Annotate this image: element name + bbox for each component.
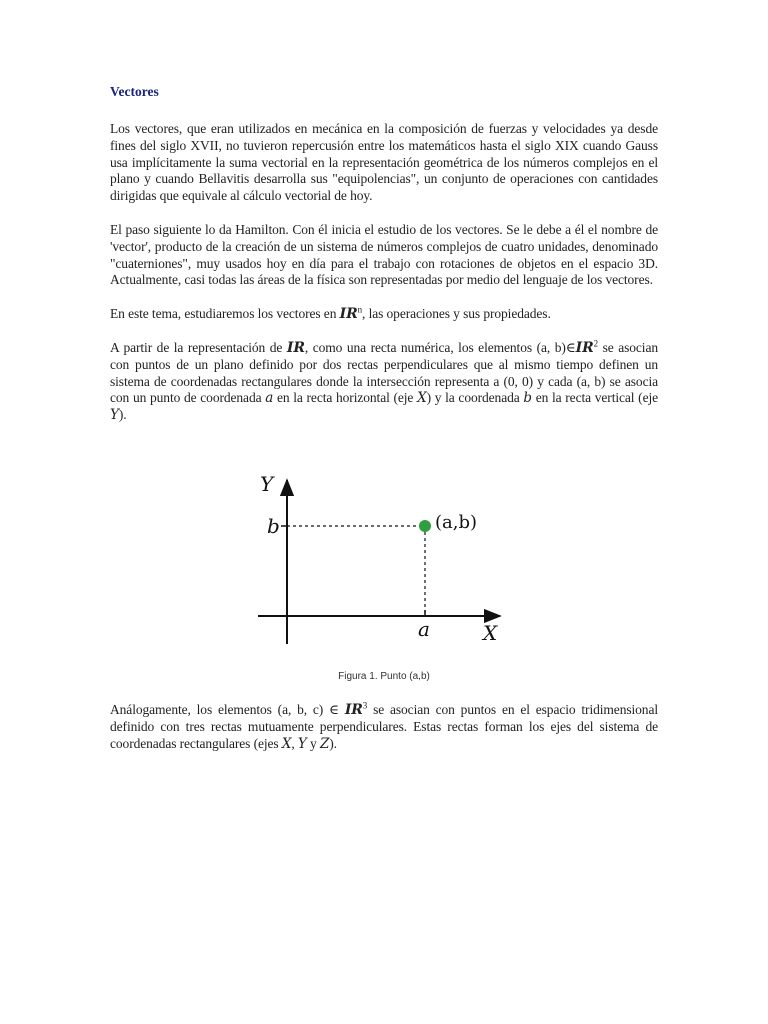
real-set-symbol: IR: [575, 339, 594, 356]
math-b: b: [523, 390, 532, 407]
paragraph-topic: [110, 306, 658, 323]
paragraph-hamilton: El paso siguiente lo da Hamilton. Con él inicia el estudio de los vectores. Se le debe a él el nombre de 'vector', producto de la creación de un sistema de números complejos de cuatro unidades, denominado "cuaterniones", muy usados hoy en día para el trabajo con rotaciones de objetos en el espacio 3D. Actualmente, casi todas las áreas de la física son representadas por medio del lenguaje de los vectores.: [110, 221, 658, 288]
exponent: 3: [362, 700, 368, 711]
paragraph-3d: [110, 702, 658, 752]
text: en la recta horizontal (eje: [273, 390, 418, 406]
x-axis-label: X: [483, 621, 498, 645]
point-ab: [419, 520, 431, 532]
coordinate-figure: [250, 470, 520, 650]
paragraph-history: Los vectores, que eran utilizados en mecánica en la composición de fuerzas y velocidades ya desde fines del siglo XVII, no tuvieron repercusión entre los matemáticos hasta el siglo XIX cuando Gauss usa implícitamente la suma vectorial en la representación geométrica de los números complejos en el plano y cuando Bellavitis desarrolla sus "equipolencias", un conjunto de operaciones con cantidades dirigidas que equivale al cálculo vectorial de hoy.: [110, 121, 658, 204]
point-label: (a,b): [435, 512, 478, 533]
paragraph-plane: [110, 340, 658, 424]
math-a: a: [265, 390, 274, 407]
math-z: Z: [319, 735, 330, 752]
text: ,: [291, 735, 298, 751]
text: y: [306, 735, 320, 751]
math-y: Y: [297, 735, 307, 752]
text: , las operaciones y sus propiedades.: [362, 306, 551, 322]
text: A partir de la representación de: [110, 339, 287, 355]
text: ).: [118, 407, 127, 423]
text: en la recta vertical (eje: [531, 390, 659, 406]
document-body: [110, 84, 658, 441]
a-label: a: [418, 617, 430, 641]
text: se asocian con puntos de un plano definido por dos rectas perpendiculares que al mismo tiempo definen un sistema de coordenadas rectangulares donde la intersección representa a (0, 0) y cada (a, b) se asocia con un punto de coordenada: [110, 339, 659, 406]
real-set-symbol: IR: [286, 339, 305, 356]
text: , como una recta numérica, los elementos (a, b)∈: [304, 339, 576, 355]
real-set-symbol: IR: [344, 702, 363, 718]
text: ) y la coordenada: [426, 390, 524, 406]
exponent: 2: [593, 338, 599, 349]
text: Análogamente, los elementos (a, b, c) ∈: [110, 702, 345, 717]
text: ).: [329, 735, 337, 751]
math-x: X: [417, 390, 427, 407]
b-label: b: [267, 514, 280, 538]
section-title: Vectores: [110, 84, 159, 99]
figure-caption: Figura 1. Punto (a,b): [338, 671, 430, 682]
exponent: n: [357, 304, 363, 315]
real-set-symbol: IR: [339, 306, 358, 323]
y-axis-label: Y: [260, 472, 274, 496]
text: se asocian con puntos en el espacio tridimensional definido con tres rectas mutuamente perpendiculares. Estas rectas forman los ejes del sistema de coordenadas rectangulares (ejes: [110, 702, 658, 751]
math-x: X: [281, 735, 292, 752]
math-y: Y: [110, 407, 119, 424]
text: En este tema, estudiaremos los vectores en: [110, 306, 340, 322]
